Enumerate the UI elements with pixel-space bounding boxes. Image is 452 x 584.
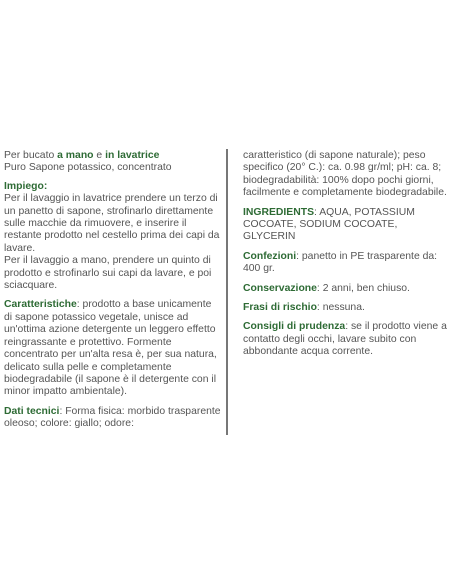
prudenza-paragraph [243, 321, 451, 358]
confezioni-paragraph [243, 251, 451, 276]
intro-subtitle: Puro Sapone potassico, concentrato [4, 162, 172, 174]
impiego-heading [4, 181, 222, 193]
right-column [243, 150, 451, 359]
confezioni-text: : panetto in PE trasparente da: 400 gr. [243, 250, 438, 275]
conservazione-text: : 2 anni, ben chiuso. [316, 282, 410, 294]
ingredients-heading: INGREDIENTS [243, 206, 315, 218]
ingredients-text: : AQUA, POTASSIUM COCOATE, SODIUM COCOATE, GLYCERIN [243, 206, 415, 243]
ingredients-paragraph [243, 207, 451, 244]
dati-tecnici-paragraph [4, 406, 222, 431]
impiego-colon: : [43, 180, 48, 192]
rischio-heading: Frasi di rischio [243, 302, 317, 314]
left-column [4, 150, 222, 431]
caratteristiche-text: : prodotto a base unicamente di sapone potassico vegetale, unisce ad un'ottima azione detergente un leggero effetto reingrassante e protettivo. Formente concentrato per un'alta resa è, per sua natura, delicato sulla pelle e completamente biodegradabile (il sapone è il detergente con il minor impatto ambientale). [4, 299, 217, 398]
intro-line [4, 150, 222, 162]
rischio-text: : nessuna. [316, 302, 365, 314]
impiego-text-1: Per il lavaggio in lavatrice prendere un terzo di un panetto di sapone, strofinarlo direttamente sulle macchie da rimuovere, e inserire il restante prodotto nel cestello prima dei capi da lavare. [4, 193, 220, 254]
intro-prefix: Per bucato [4, 150, 58, 161]
column-divider [226, 149, 228, 435]
dati-tecnici-heading: Dati tecnici [4, 405, 60, 417]
intro-mano: a mano [57, 150, 94, 161]
caratteristiche-heading: Caratteristiche [4, 299, 77, 311]
dati-tecnici-continued: caratteristico (di sapone naturale); peso specifico (20° C.): ca. 0.98 gr/ml; pH: ca. 8; biodegradabilità: 100% dopo pochi giorni, facilmente e completamente biodegradabile. [243, 150, 447, 199]
prudenza-text: : se il prodotto viene a contatto degli occhi, lavare subito con abbondante acqua corrente. [243, 321, 447, 358]
caratteristiche-paragraph [4, 299, 222, 398]
rischio-paragraph [243, 302, 451, 314]
prudenza-heading: Consigli di prudenza [243, 321, 346, 333]
conservazione-paragraph [243, 283, 451, 295]
impiego-text-2: Per il lavaggio a mano, prendere un quinto di prodotto e strofinarlo sui capi da lavare, e poi sciacquare. [4, 255, 212, 292]
conservazione-heading: Conservazione [243, 282, 317, 294]
intro-e: e [93, 150, 106, 161]
confezioni-heading: Confezioni [243, 250, 297, 262]
impiego-heading-label: Impiego [4, 180, 44, 192]
intro-lavatrice: in lavatrice [105, 150, 160, 161]
dati-tecnici-text: : Forma fisica: morbido trasparente oleoso; colore: giallo; odore: [4, 405, 221, 430]
